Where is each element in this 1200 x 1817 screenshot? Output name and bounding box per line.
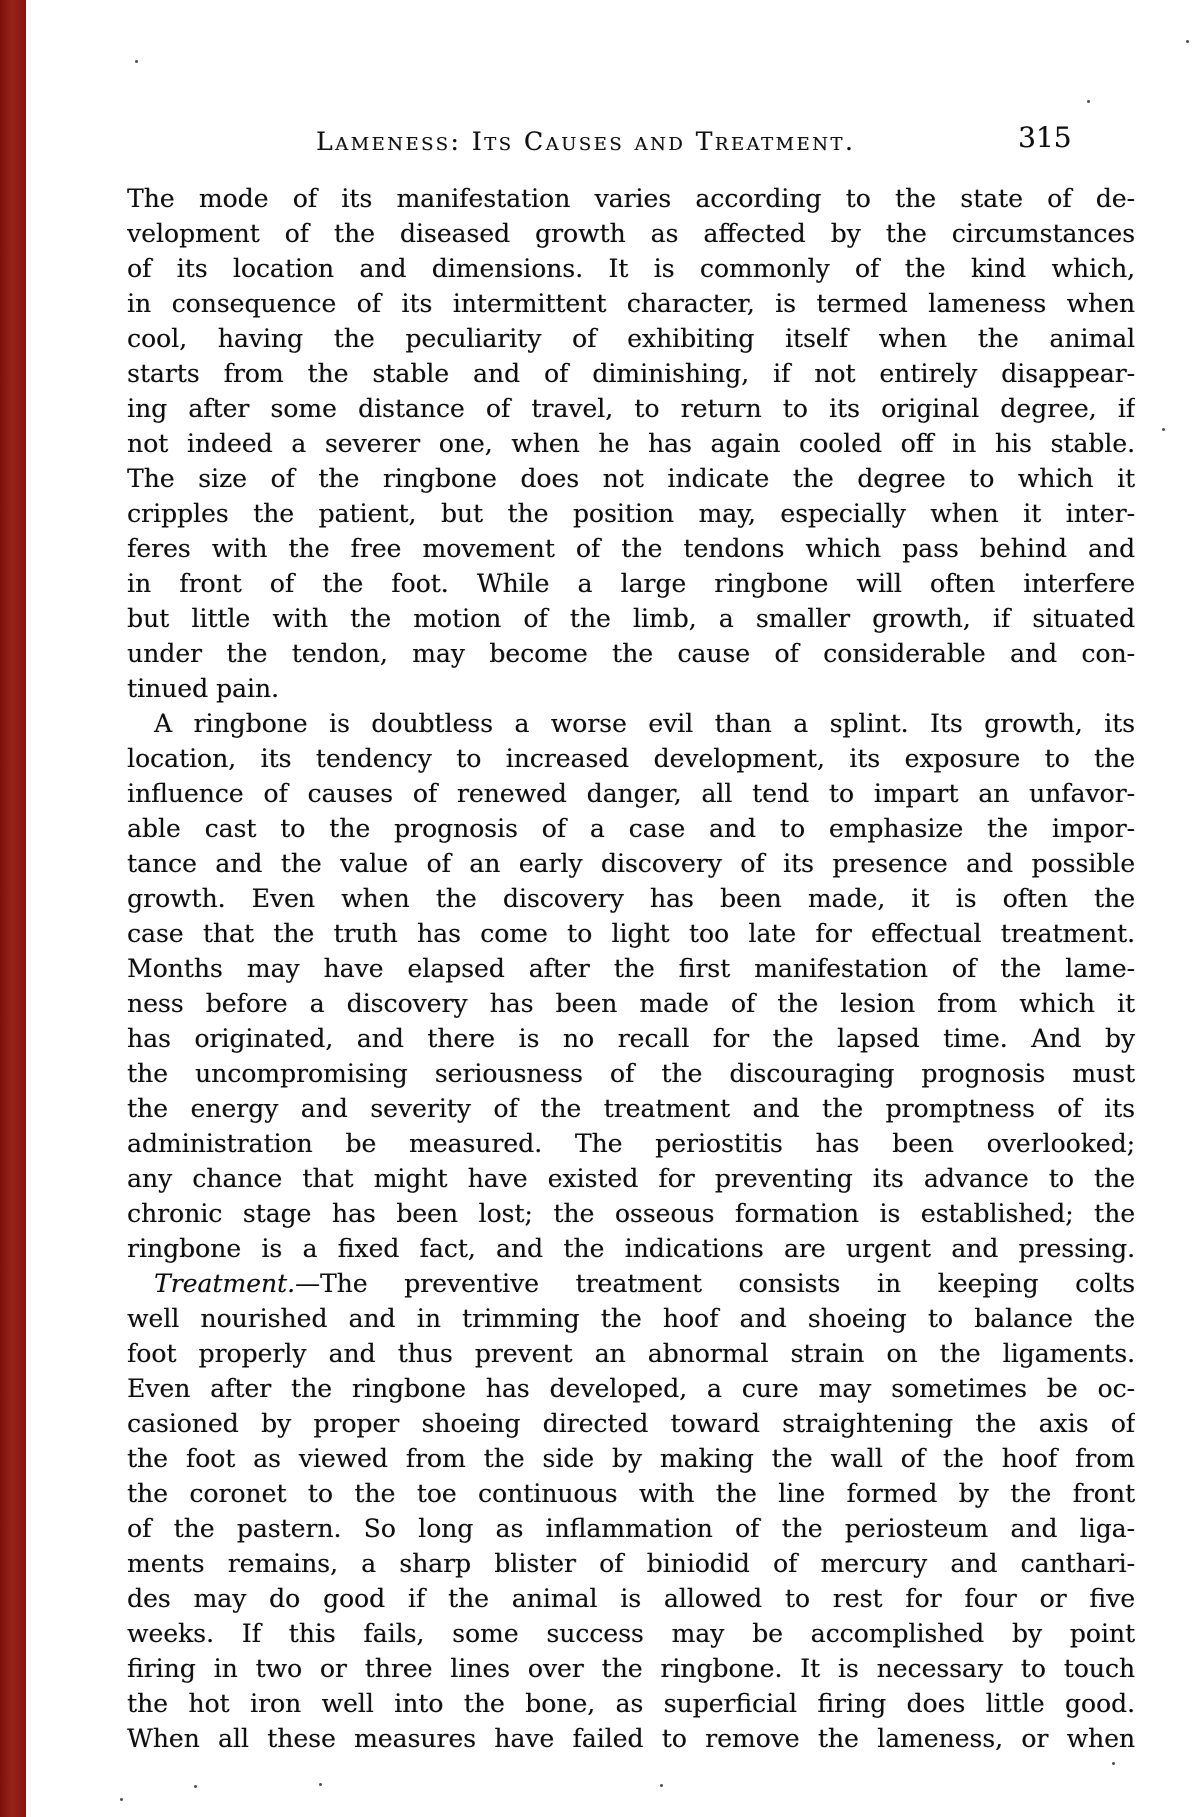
text-line: administration be measured. The periostitis has been overlooked; — [127, 1129, 1135, 1158]
text-line: influence of causes of renewed danger, all tend to impart an unfavor- — [127, 779, 1135, 808]
text-line: Even after the ringbone has developed, a cure may sometimes be oc- — [127, 1374, 1135, 1403]
text-line: firing in two or three lines over the ringbone. It is necessary to touch — [127, 1654, 1135, 1683]
text-line: tance and the value of an early discovery of its presence and possible — [127, 849, 1135, 878]
text-line: The size of the ringbone does not indicate the degree to which it — [127, 464, 1135, 493]
text-line: chronic stage has been lost; the osseous formation is established; the — [127, 1199, 1135, 1228]
running-header-title: Lameness: Its Causes and Treatment. — [316, 127, 856, 156]
text-line: The mode of its manifestation varies according to the state of de- — [127, 184, 1135, 213]
text-line: starts from the stable and of diminishing, if not entirely disappear- — [127, 359, 1135, 388]
text-line: has originated, and there is no recall for the lapsed time. And by — [127, 1024, 1135, 1053]
book-binding-edge — [0, 0, 26, 1817]
text-line: in consequence of its intermittent character, is termed lameness when — [127, 289, 1135, 318]
text-line: location, its tendency to increased development, its exposure to the — [127, 744, 1135, 773]
text-line: able cast to the prognosis of a case and to emphasize the impor- — [127, 814, 1135, 843]
scan-speck — [1112, 1762, 1115, 1765]
text-line: but little with the motion of the limb, a smaller growth, if situated — [127, 604, 1135, 633]
text-line: foot properly and thus prevent an abnormal strain on the ligaments. — [127, 1339, 1135, 1368]
text-line: the foot as viewed from the side by making the wall of the hoof from — [127, 1444, 1135, 1473]
text-line: the energy and severity of the treatment and the promptness of its — [127, 1094, 1135, 1123]
scan-speck — [135, 60, 138, 63]
text-line: of the pastern. So long as inflammation of the periosteum and liga- — [127, 1514, 1135, 1543]
scan-speck — [319, 1783, 322, 1786]
text-line: casioned by proper shoeing directed toward straightening the axis of — [127, 1409, 1135, 1438]
scan-speck — [120, 1798, 123, 1801]
text-line: ness before a discovery has been made of the lesion from which it — [127, 989, 1135, 1018]
text-line: ments remains, a sharp blister of biniodid of mercury and canthari- — [127, 1549, 1135, 1578]
text-line: ringbone is a fixed fact, and the indications are urgent and pressing. — [127, 1234, 1135, 1263]
text-line: the hot iron well into the bone, as superficial firing does little good. — [127, 1689, 1135, 1718]
text-line: case that the truth has come to light too late for effectual treatment. — [127, 919, 1135, 948]
page-number: 315 — [1018, 121, 1072, 154]
text-line: well nourished and in trimming the hoof and shoeing to balance the — [127, 1304, 1135, 1333]
text-line: the uncompromising seriousness of the discouraging prognosis must — [127, 1059, 1135, 1088]
text-line: feres with the free movement of the tendons which pass behind and — [127, 534, 1135, 563]
scan-speck — [660, 1784, 663, 1787]
text-line: cool, having the peculiarity of exhibiting itself when the animal — [127, 324, 1135, 353]
text-line: Months may have elapsed after the first manifestation of the lame- — [127, 954, 1135, 983]
text-line: of its location and dimensions. It is commonly of the kind which, — [127, 254, 1135, 283]
text-line: the coronet to the toe continuous with the line formed by the front — [127, 1479, 1135, 1508]
text-line: ing after some distance of travel, to return to its original degree, if — [127, 394, 1135, 423]
text-line: in front of the foot. While a large ringbone will often interfere — [127, 569, 1135, 598]
text-line: A ringbone is doubtless a worse evil than a splint. Its growth, its — [154, 709, 1135, 738]
scan-speck — [1087, 100, 1090, 103]
text-line: any chance that might have existed for preventing its advance to the — [127, 1164, 1135, 1193]
text-line: des may do good if the animal is allowed to rest for four or five — [127, 1584, 1135, 1613]
text-line: When all these measures have failed to remove the lameness, or when — [127, 1724, 1135, 1753]
text-line: Treatment.—The preventive treatment consists in keeping colts — [154, 1269, 1135, 1298]
scan-speck — [1162, 428, 1165, 431]
text-line: weeks. If this fails, some success may be accomplished by point — [127, 1619, 1135, 1648]
text-block — [127, 181, 1135, 1756]
text-line: velopment of the diseased growth as affected by the circumstances — [127, 219, 1135, 248]
scan-speck — [194, 1785, 197, 1788]
text-line: not indeed a severer one, when he has again cooled off in his stable. — [127, 429, 1135, 458]
text-line: growth. Even when the discovery has been made, it is often the — [127, 884, 1135, 913]
page-header — [0, 0, 1200, 170]
text-line: under the tendon, may become the cause of considerable and con- — [127, 639, 1135, 668]
text-line: tinued pain. — [127, 674, 279, 703]
scan-speck — [1186, 40, 1189, 43]
text-line: cripples the patient, but the position may, especially when it inter- — [127, 499, 1135, 528]
